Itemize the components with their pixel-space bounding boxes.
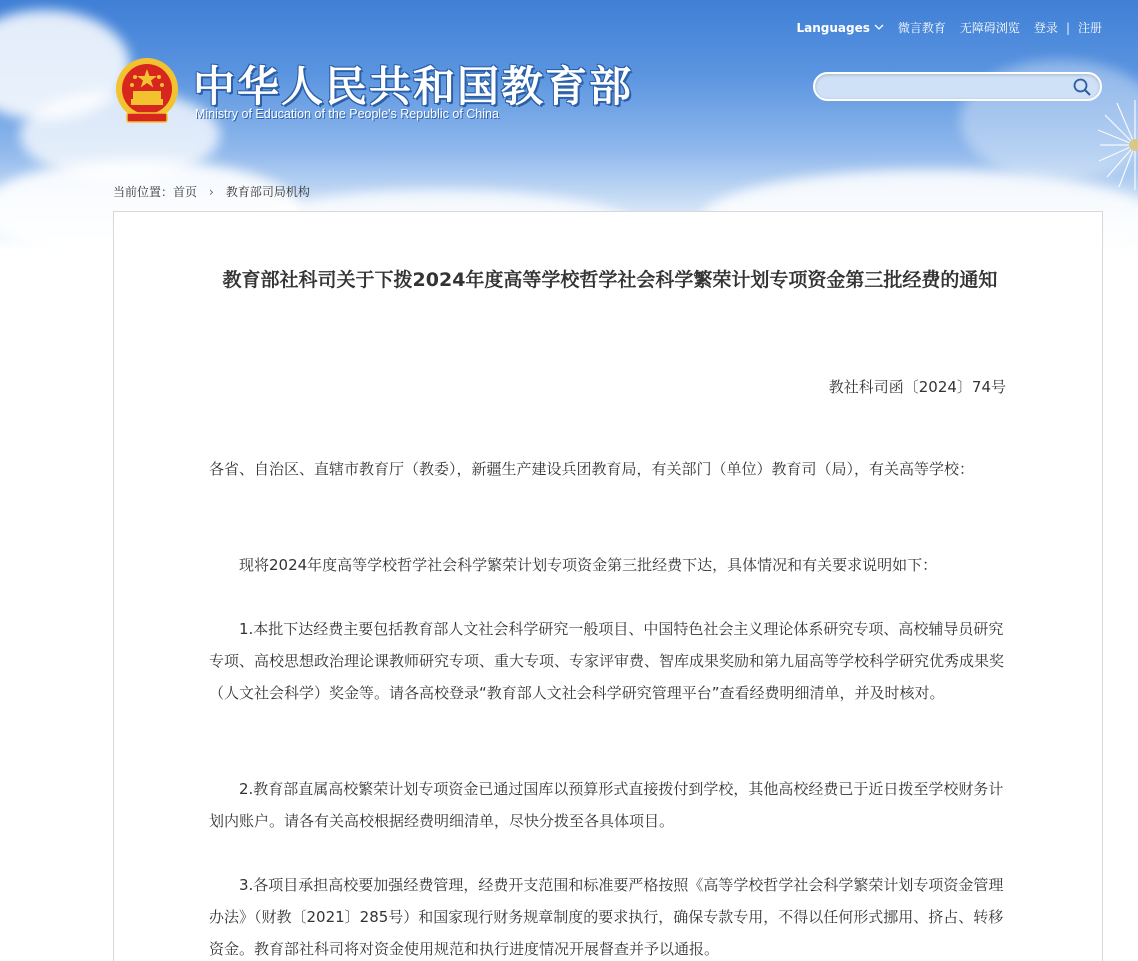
chevron-down-icon [874,24,884,31]
article-title: 教育部社科司关于下拨2024年度高等学校哲学社会科学繁荣计划专项资金第三批经费的通知 [222,269,998,291]
breadcrumb-arrow: › [209,184,214,199]
article-container [113,211,1103,961]
article-paragraph: 2.教育部直属高校繁荣计划专项资金已通过国库以预算形式直接拨付到学校，其他高校经费已于近日拨至学校财务计划内账户。请各有关高校根据经费明细清单，尽快分拨至各具体项目。 [209,780,1004,830]
breadcrumb-prefix: 当前位置： [113,185,174,199]
article-paragraph: 1.本批下达经费主要包括教育部人文社会科学研究一般项目、中国特色社会主义理论体系研究专项、高校辅导员研究专项、高校思想政治理论课教师研究专项、重大专项、专家评审费、智库成果奖励和第九届高等学校科学研究优秀成果奖（人文社会科学）奖金等。请各高校登录“教育部人文社会科学研究管理平台”查看经费明细清单，并及时核对。 [209,620,1005,702]
site-title-en: Ministry of Education of the People's Republic of China [195,107,499,121]
document-number: 教社科司函〔2024〕74号 [828,378,1006,396]
breadcrumb-home[interactable]: 首页 [173,185,198,199]
search-input[interactable] [827,77,1067,97]
dandelion-icon [1095,95,1138,205]
article-paragraph: 3.各项目承担高校要加强经费管理，经费开支范围和标准要严格按照《高等学校哲学社会科学繁荣计划专项资金管理办法》（财教〔2021〕285号）和国家现行财务规章制度的要求执行，确保专款专用，不得以任何形式挪用、挤占、转移资金。教育部社科司将对资金使用规范和执行进度情况开展督查并予以通报。 [209,876,1004,958]
weiyan-link[interactable]: 微言教育 [897,21,946,35]
breadcrumb-current[interactable]: 教育部司局机构 [225,185,310,199]
divider: | [1065,20,1070,35]
site-title-cn[interactable]: 中华人民共和国教育部 [193,62,634,111]
register-link[interactable]: 注册 [1077,21,1102,35]
article-paragraph: 现将2024年度高等学校哲学社会科学繁荣计划专项资金第三批经费下达，具体情况和有关要求说明如下： [239,556,938,574]
languages-label: Languages [796,20,870,35]
top-utility-bar [797,19,1103,36]
languages-dropdown[interactable] [797,21,884,35]
search-box[interactable] [813,72,1102,101]
accessible-browse-link[interactable]: 无障碍浏览 [959,21,1020,35]
article-paragraph: 各省、自治区、直辖市教育厅（教委），新疆生产建设兵团教育局，有关部门（单位）教育司（局），有关高等学校： [209,460,975,478]
search-icon[interactable] [1072,77,1092,97]
national-emblem-icon[interactable] [113,55,181,125]
login-link[interactable]: 登录 [1033,21,1058,35]
breadcrumb [113,183,310,200]
